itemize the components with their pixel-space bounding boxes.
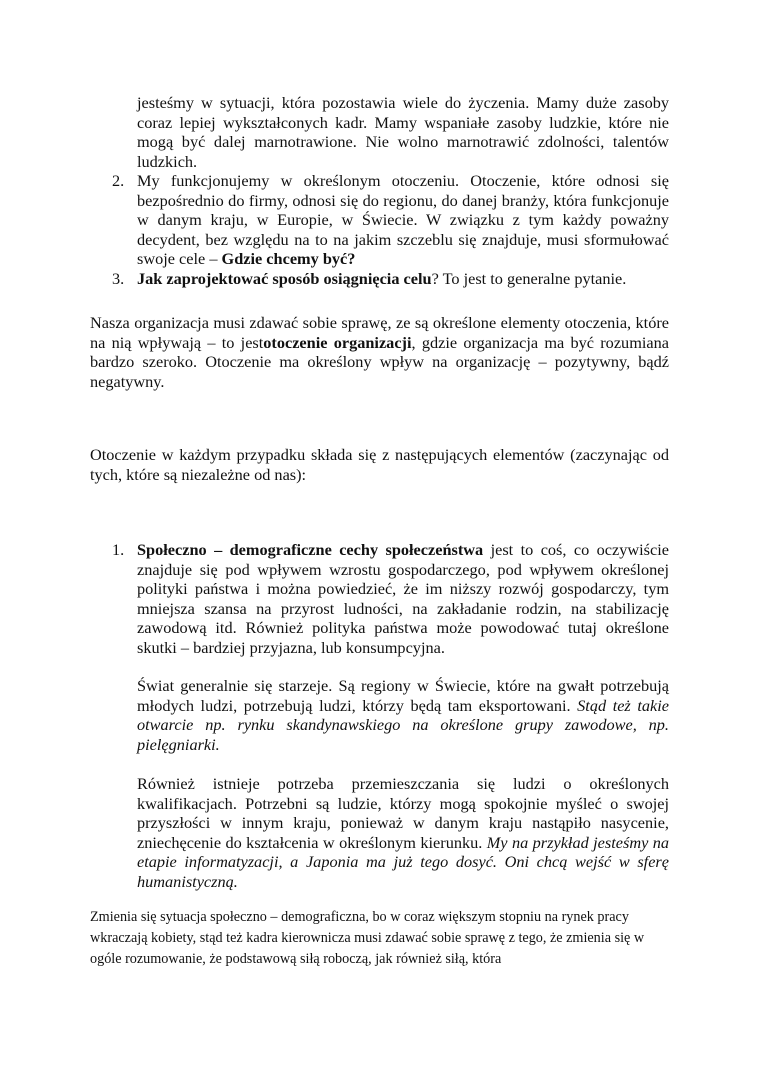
list-number: 1. bbox=[112, 540, 125, 559]
list-item-3 bbox=[137, 269, 669, 289]
paragraph-text: Świat generalnie się starzeje. Są regiony w Świecie, które na gwałt potrzebują młodych ludzi, potrzebują ludzi, którzy będą tam eksportowani. bbox=[137, 676, 669, 715]
paragraph-women: Zmienia się sytuacja społeczno – demograficzna, bo w coraz większym stopniu na rynek pracy wkraczają kobiety, stąd też kadra kierownicza musi zdawać sobie sprawę z tego, że zmienia się w ogóle rozumowanie, że podstawową siłą roboczą, jak również siłą, która bbox=[90, 909, 645, 967]
list-item-text: jest to coś, co oczywiście znajduje się pod wpływem wzrostu gospodarczego, pod wpływem określonej polityki państwa i można powiedzieć, że im niższy rozwój gospodarczy, tym mniejsza szansa na przyrost ludności, na zakładanie rodzin, na stabilizację zawodową itd. Również polityka państwa może powodować tutaj określone skutki – bardziej przyjazna, lub konsumpcyjna. bbox=[137, 540, 669, 657]
list-item-bold: Społeczno – demograficzne cechy społeczeństwa bbox=[137, 540, 484, 559]
list-number: 3. bbox=[112, 269, 125, 288]
list-item-bold: Gdzie chcemy być? bbox=[221, 249, 356, 268]
list-item-1 bbox=[137, 540, 669, 657]
list-item-2 bbox=[137, 171, 669, 269]
paragraph-elements: Otoczenie w każdym przypadku składa się z następujących elementów (zaczynając od tych, które są niezależne od nas): bbox=[90, 445, 669, 484]
list-item-bold: Jak zaprojektować sposób osiągnięcia celu bbox=[137, 269, 432, 288]
list-item-text: ? To jest to generalne pytanie. bbox=[431, 269, 627, 288]
paragraph-italic: My na przykład jesteśmy na etapie informatyzacji, a Japonia ma już tego dosyć. Oni chcą wejść w sferę humanistyczną. bbox=[137, 832, 670, 891]
paragraph-environment bbox=[90, 313, 669, 391]
list-item-text: My funkcjonujemy w określonym otoczeniu. Otoczenie, które odnosi się bezpośrednio do firmy, odnosi się do regionu, do danej branży, która funkcjonuje w danym kraju, w Europie, w Świecie. W związku z tym każdy poważny decydent, bez względu na to na jakim szczeblu się znajduje, musi sformułować swoje cele – bbox=[137, 171, 669, 268]
paragraph-italic: Stąd też takie otwarcie np. rynku skandynawskiego na określone grupy zawodowe, np. pielęgniarki. bbox=[137, 695, 669, 754]
intro-continuation: jesteśmy w sytuacji, która pozostawia wiele do życzenia. Mamy duże zasoby coraz lepiej wykształconych kadr. Mamy wspaniałe zasoby ludzkie, które nie mogą być dalej marnotrawione. Nie wolno marnotrawić zdolności, talentów ludzkich. bbox=[137, 93, 669, 171]
paragraph-text: Nasza organizacja musi zdawać sobie sprawę, ze są określone elementy otoczenia, które na nią wpływają – to jest bbox=[90, 313, 669, 352]
paragraph-text: , gdzie organizacja ma być rozumiana bardzo szeroko. Otoczenie ma określony wpływ na organizację – pozytywny, bądź negatywny. bbox=[90, 332, 669, 391]
list-number: 2. bbox=[112, 171, 125, 190]
sub-paragraph-aging bbox=[137, 676, 669, 754]
paragraph-text: Również istnieje potrzeba przemieszczania się ludzi o określonych kwalifikacjach. Potrzebni są ludzie, którzy mogą spokojnie myśleć o swojej przyszłości w innym kraju, ponieważ w danym kraju nastąpiło nasycenie, zniechęcenie do kształcenia w określonym kierunku. bbox=[137, 774, 669, 852]
paragraph-bold: otoczenie organizacji bbox=[263, 332, 412, 352]
sub-paragraph-migration bbox=[137, 774, 669, 891]
